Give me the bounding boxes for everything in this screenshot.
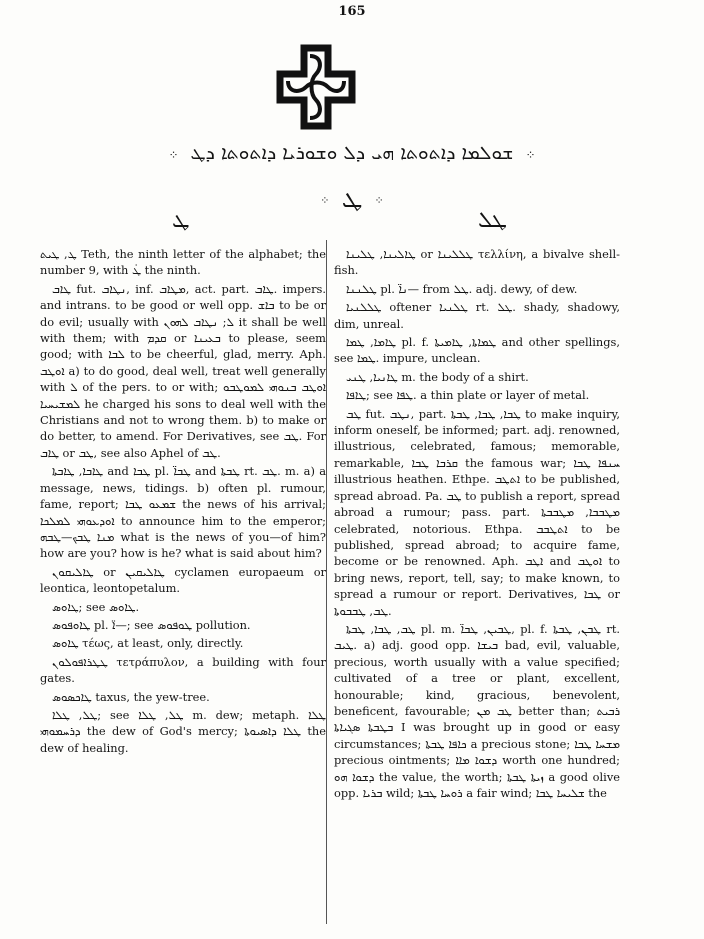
section-letter <box>0 184 704 215</box>
dictionary-entry: ܛܐܦܐ; see ܛܦܐ. a thin plate or layer of metal. <box>346 388 590 403</box>
dictionary-entry: ܛܒ, ܛܒܐ, ܛܒܬܐ pl. m. ܛܒܝܢ, ܛܒܐ̈, pl. f. ܛܒܢ, ܛܒܬܐ rt. ܛܝܒ. a) adj. good opp. ܒܝܫܐ bad, evil, valuable, precious, worth usually with a value specified; cultivated of a tree or plant, excellent, honourable; kind, gracious, benevolent, beneficent, favourable; ܛܒ ܡܢ better than; ܪܒܝܬ ܒܛܒܬܐ ܣܓܝܐܬܐ I was brought up in good or easy circumstances; ܟܐܦܐ ܛܒܬܐ a precious stone; ܡܫܚܐ ܛܒܐ precious ointments; ܕܫܘܐ ܡܐܐ worth one hundred; ܕܫܘܐ ܗܘ the value, the worth; ܙܝܬܐ ܛܒܬܐ a good olive opp. ܒܪܝܐ wild; ܪܘܚܐ ܛܒܬܐ a fair wind; ܫܠܝܚܐ ܛܒܐ the <box>334 621 621 800</box>
column-divider <box>326 240 327 924</box>
dictionary-entry: ܛܐܒܐ, ܛܐܒܬܐ and ܛܒܐ pl. ܛܒܐ̈ and ܛܒܬܐ rt. ܛܒ. m. a) a message, news, tidings. b) often pl. rumour, fame, report; ܫܡܥܘ ܛܒܐ the news of his arrival; ܐܘܕܥܘܗܝ ܠܡܠܟܐ to announce him to the emperor; ܡܢܐ ܛܒܟ—ܛܒܗ what is the news of you—of him? how are you? how is he? what is said about him? <box>40 464 327 561</box>
dictionary-entry: ܛܠ, ܛܠܐ; see ܛܠ, ܛܠܐ m. dew; metaph. ܛܠܐ ܕܪܚܡܘܗܝ the dew of God's mercy; ܛܠܐ ܕܐܣܝܘܬܐ the dew of healing. <box>40 707 327 755</box>
dictionary-entry: ܛܐܘܣ; see ܛܐܘܣ. <box>52 599 140 614</box>
dictionary-entry: ܛܐܢܝܐ, ܛܢܝ m. the body of a shirt. <box>346 369 529 384</box>
dictionary-entry: ܛܠܢܢܐ pl. ܢܐ̈— from ܛܠ. adj. dewy, of dew. <box>346 281 578 296</box>
dictionary-entry: ܛܐܟܣܘܣ taxus, the yew-tree. <box>52 689 210 704</box>
left-column-heading: ܛ <box>172 208 190 233</box>
left-column <box>40 246 326 758</box>
cross-ornament-icon <box>276 44 356 130</box>
letter-dot-left: ⁘ <box>320 193 330 207</box>
dictionary-entry: ܛܠܠܢܝܐ oftener ܛܠܢܝܐ rt. ܛܠ. shady, shadowy, dim, unreal. <box>334 300 620 331</box>
dictionary-entry: ܛܒ fut. ܢܛܒ, part. ܛܒܐ, ܛܒܐ, ܛܒܬܐ to make inquiry, inform oneself, be informed; part. adj. renowned, illustrious, celebrated, famous; memorable, remarkable, ܩܪܒܐ ܛܒܐ the famous war; ܚܢܦܐ ܛܒܐ illustrious heathen. Ethpe. ܐܬܛܒ to be published, spread abroad. Pa. ܛܒ to publish a report, spread abroad a rumour; pass. part. ܡܛܒܒܐ, ܡܛܒܒܬܐ celebrated, notorious. Ethpa. ܐܬܛܒܒ to be published, spread abroad; to acquire fame, become or be renowned. Aph. ܐܛܒ and ܐܘܛܒ to bring news, report, tell, say; to make known, to spread a rumour or report. Derivatives, ܛܒܐ or ܛܒ, ܛܒܒܘܬܐ. <box>334 406 621 618</box>
title-syriac: ܫܘܠܡܐ ܕܐܬܘܬܐ ܗܝ ܕܠ ܘܫܘܪܝܐ ܕܐܬܘܬܐ ܕܛ <box>190 142 514 164</box>
dictionary-entry: ܛܐܡܐ, ܛܡܐ pl. f. ܛܡܐܬܐ, ܛܐܡܝܬܐ and other spellings, see ܛܡܐ. impure, unclean. <box>334 335 620 366</box>
dictionary-entry: ܛ, ܛܝܬ Teth, the ninth letter of the alphabet; the number 9, with ܛ̇ the ninth. <box>40 247 326 278</box>
letter-dot-right: ⁘ <box>374 193 384 207</box>
dictionary-entry: ܛܐܠܝܩܘܢ or ܛܐܠܝܩܝܢ cyclamen europaeum or leontica, leontopetalum. <box>40 564 327 596</box>
section-letter-glyph: ܛ <box>341 184 363 214</box>
right-column-heading: ܛܠ <box>478 208 507 233</box>
section-title <box>40 142 664 164</box>
page-number: 165 <box>338 4 366 19</box>
dictionary-entry: ܛܛܪܐܦܘܠܘܢ τετράπυλον, a building with four gates. <box>40 654 326 686</box>
dictionary-entry: ܛܐܘܣ τέως, at least, only, directly. <box>52 636 244 651</box>
dictionary-entry: ܛܐܘܦܘܣ pl. ܐ̈—; see ܛܘܦܘܣ pollution. <box>52 617 251 632</box>
title-dot-right: ⁘ <box>525 148 536 162</box>
title-dot-left: ⁘ <box>168 148 179 162</box>
right-column <box>334 246 620 803</box>
dictionary-entry: ܛܐܒ fut. ܢܛܐܒ, inf. ܡܛܐܒ, act. part. ܛܐܒ. impers. and intrans. to be good or well opp. ܒܐܫ to be or do evil; usually with ܠ; ܢܛܐܒ ܠܗܘܢ it shall be well with them; with ܩܕܡ or ܒܥܝܢܐ to please, seem good; with ܠܒܐ to be cheerful, glad, merry. Aph. ܐܘܛܒ a) to do good, deal well, treat well generally with ܠ of the pers. to or with; ܐܘܛܒ ܒܢܘܗܝ ܠܡܘܛܒܘ ܠܡܫܝܚܝܐ he charged his sons to deal well with the Christians and not to wrong them. b) to make or do better, to amend. For Derivatives, see ܛܒ. For ܛܐܒ or ܛܒ, see also Aphel of ܛܒ. <box>40 281 326 460</box>
dictionary-entry: ܛܐܠܝܢܐ, ܛܠܝܢܐ or ܛܠܠܝܢܐ τελλίνη, a bivalve shell-fish. <box>334 247 620 278</box>
